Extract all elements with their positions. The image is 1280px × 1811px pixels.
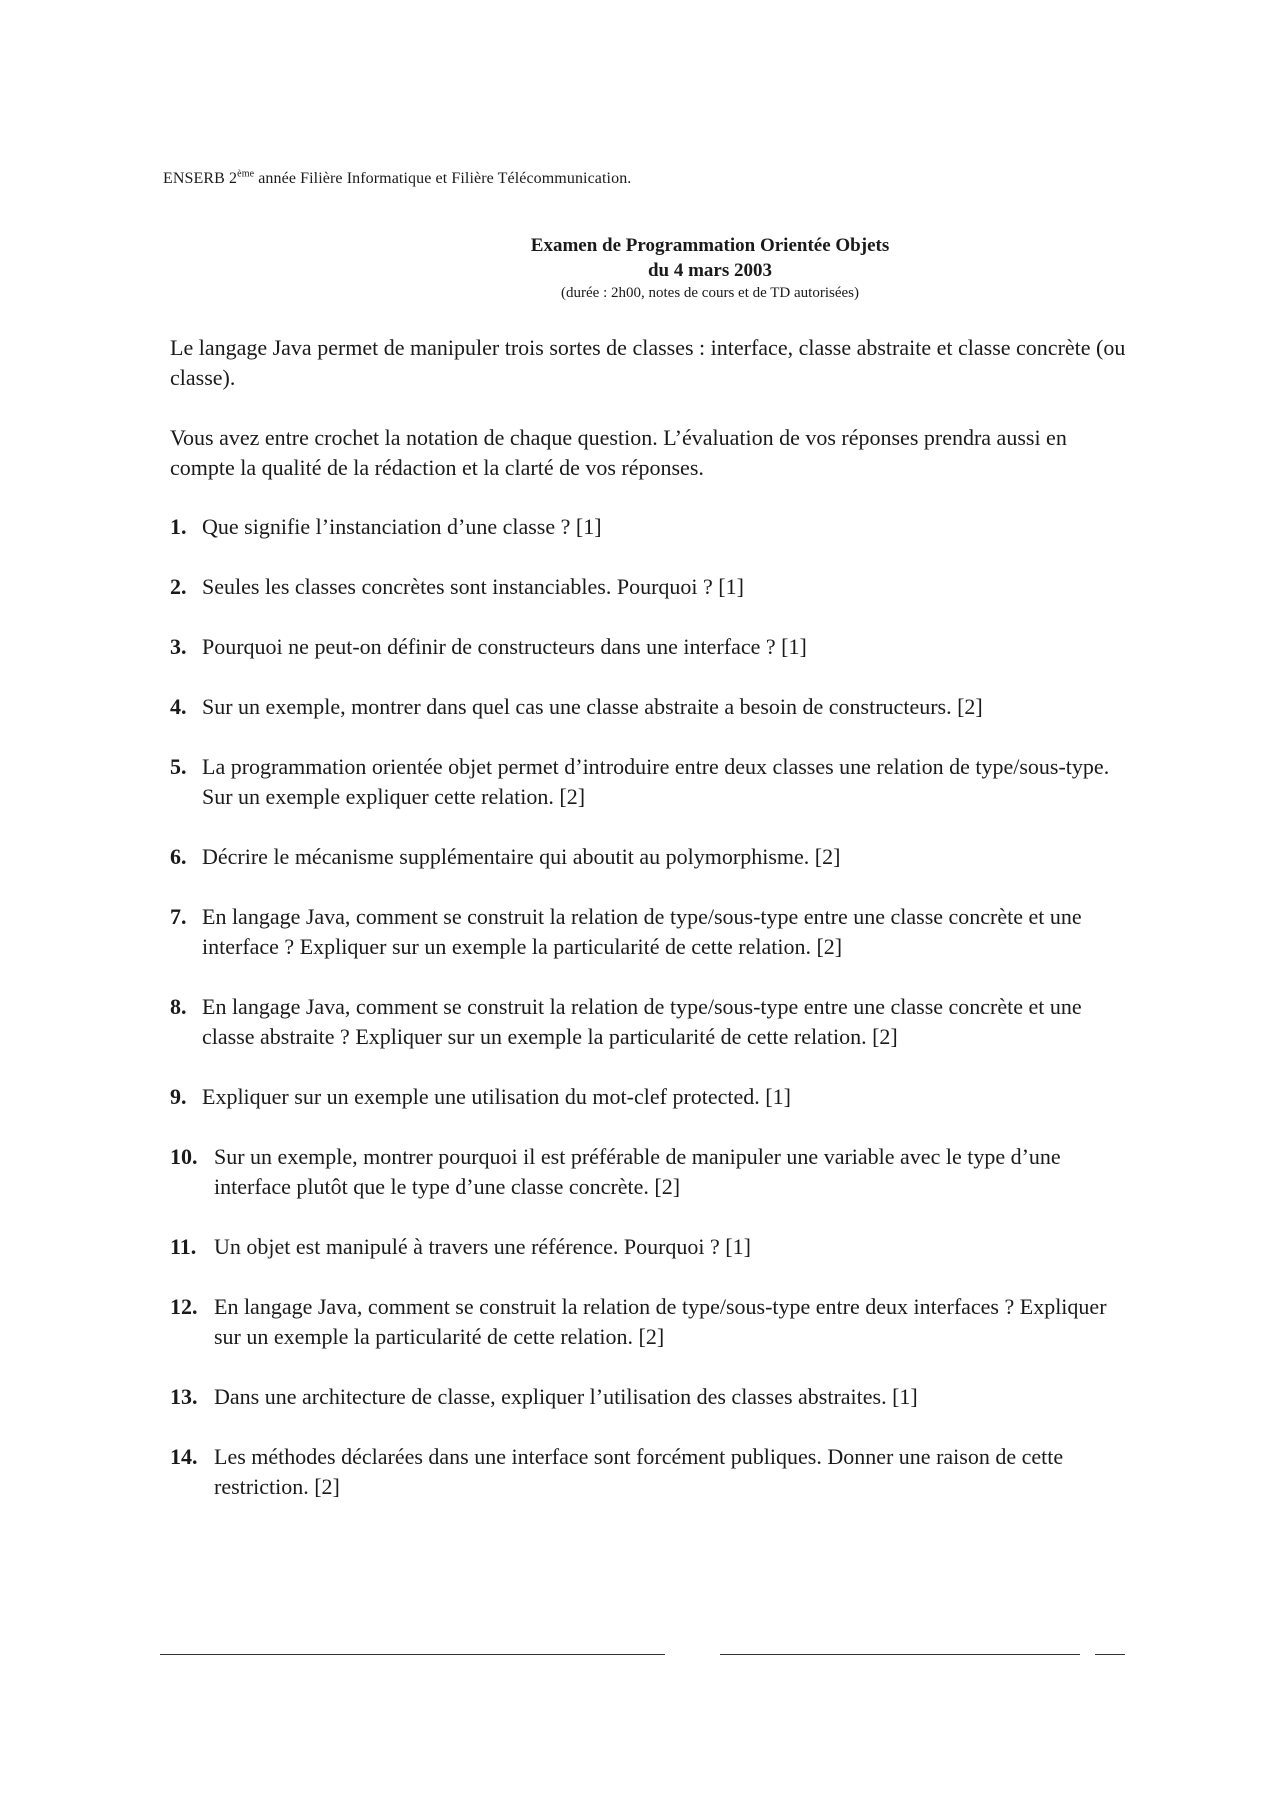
question-item (170, 902, 1130, 962)
question-item (170, 1142, 1130, 1202)
question-number: 6. (170, 844, 187, 869)
question-text: Pourquoi ne peut-on définir de constructeurs dans une interface ? [1] (202, 634, 807, 659)
header-rest: année Filière Informatique et Filière Télécommunication. (254, 170, 632, 187)
exam-title: Examen de Programmation Orientée Objets (530, 235, 890, 256)
question-text: Sur un exemple, montrer pourquoi il est préférable de manipuler une variable avec le type d’une interface plutôt que le type d’une classe concrète. [2] (214, 1144, 1061, 1199)
question-number: 3. (170, 634, 187, 659)
question-item (170, 572, 1130, 602)
question-text: Expliquer sur un exemple une utilisation du mot-clef protected. [1] (202, 1084, 791, 1109)
footer-rule (160, 1654, 665, 1655)
question-number: 10. (170, 1144, 198, 1169)
question-text: Un objet est manipulé à travers une référence. Pourquoi ? [1] (214, 1234, 751, 1259)
title-block (0, 233, 1280, 303)
intro-text-1: Le langage Java permet de manipuler trois sortes de classes : interface, classe abstraite et classe concrète (ou classe). (170, 335, 1126, 390)
question-item (170, 512, 1130, 542)
question-text: Que signifie l’instanciation d’une classe ? [1] (202, 514, 602, 539)
question-item (170, 1292, 1130, 1352)
header-superscript: ème (237, 168, 255, 180)
question-item (170, 752, 1130, 812)
question-text: Sur un exemple, montrer dans quel cas une classe abstraite a besoin de constructeurs. [2] (202, 694, 983, 719)
footer-rule (720, 1654, 1080, 1655)
question-text: Seules les classes concrètes sont instanciables. Pourquoi ? [1] (202, 574, 744, 599)
exam-date: du 4 mars 2003 (647, 260, 773, 281)
intro-paragraph-1 (170, 333, 1130, 393)
question-item (170, 992, 1130, 1052)
intro-text-2: Vous avez entre crochet la notation de chaque question. L’évaluation de vos réponses prendra aussi en compte la qualité de la rédaction et la clarté de vos réponses. (170, 425, 1067, 480)
question-number: 9. (170, 1084, 187, 1109)
question-text: En langage Java, comment se construit la relation de type/sous-type entre deux interfaces ? Expliquer sur un exemple la particularité de cette relation. [2] (214, 1294, 1107, 1349)
question-number: 11. (170, 1234, 197, 1259)
question-list (170, 512, 1130, 1532)
question-item (170, 1232, 1130, 1262)
footer-rule (1095, 1654, 1125, 1655)
question-item (170, 692, 1130, 722)
header-line (163, 170, 631, 188)
question-text: En langage Java, comment se construit la relation de type/sous-type entre une classe concrète et une classe abstraite ? Expliquer sur un exemple la particularité de cette relation. [2] (202, 994, 1082, 1049)
question-number: 1. (170, 514, 187, 539)
header-school: ENSERB 2 (163, 170, 238, 187)
question-text: En langage Java, comment se construit la relation de type/sous-type entre une classe concrète et une interface ? Expliquer sur un exemple la particularité de cette relation. [2] (202, 904, 1082, 959)
question-item (170, 1442, 1130, 1502)
question-item (170, 842, 1130, 872)
question-text: La programmation orientée objet permet d’introduire entre deux classes une relation de type/sous-type. Sur un exemple expliquer cette relation. [2] (202, 754, 1110, 809)
question-text: Les méthodes déclarées dans une interface sont forcément publiques. Donner une raison de cette restriction. [2] (214, 1444, 1064, 1499)
question-number: 14. (170, 1444, 198, 1469)
intro-paragraph-2 (170, 423, 1130, 483)
question-number: 5. (170, 754, 187, 779)
exam-duration-note: (durée : 2h00, notes de cours et de TD autorisées) (561, 285, 859, 301)
question-number: 7. (170, 904, 187, 929)
question-item (170, 632, 1130, 662)
question-number: 13. (170, 1384, 198, 1409)
question-number: 4. (170, 694, 187, 719)
question-number: 2. (170, 574, 187, 599)
question-number: 8. (170, 994, 187, 1019)
question-item (170, 1082, 1130, 1112)
question-number: 12. (170, 1294, 198, 1319)
question-text: Dans une architecture de classe, expliquer l’utilisation des classes abstraites. [1] (214, 1384, 918, 1409)
question-text: Décrire le mécanisme supplémentaire qui aboutit au polymorphisme. [2] (202, 844, 841, 869)
question-item (170, 1382, 1130, 1412)
